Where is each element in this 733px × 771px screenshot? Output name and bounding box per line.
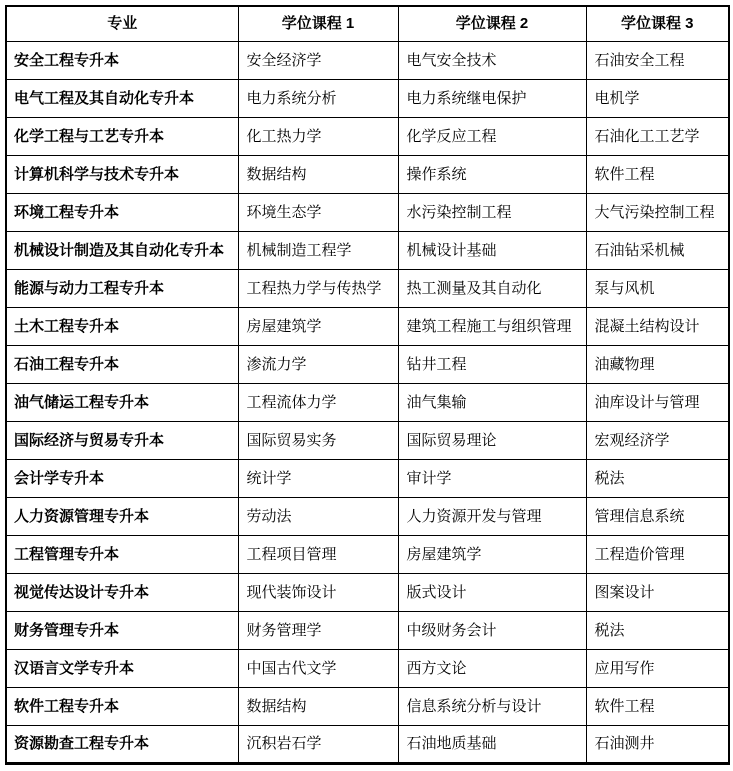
major-cell: 机械设计制造及其自动化专升本 [6, 231, 238, 269]
course-1-cell: 财务管理学 [238, 611, 398, 649]
header-major: 专业 [6, 6, 238, 41]
course-2-cell: 热工测量及其自动化 [398, 269, 586, 307]
major-cell: 化学工程与工艺专升本 [6, 117, 238, 155]
course-3-cell: 工程造价管理 [586, 535, 729, 573]
course-3-cell: 石油化工工艺学 [586, 117, 729, 155]
course-2-cell: 建筑工程施工与组织管理 [398, 307, 586, 345]
course-1-cell: 国际贸易实务 [238, 421, 398, 459]
major-cell: 安全工程专升本 [6, 41, 238, 79]
major-cell: 国际经济与贸易专升本 [6, 421, 238, 459]
course-3-cell: 应用写作 [586, 649, 729, 687]
course-1-cell: 渗流力学 [238, 345, 398, 383]
major-cell: 能源与动力工程专升本 [6, 269, 238, 307]
table-row [6, 345, 729, 383]
table-row [6, 573, 729, 611]
table-row [6, 117, 729, 155]
course-3-cell: 泵与风机 [586, 269, 729, 307]
course-1-cell: 统计学 [238, 459, 398, 497]
table-row [6, 383, 729, 421]
course-2-cell: 电力系统继电保护 [398, 79, 586, 117]
course-2-cell: 信息系统分析与设计 [398, 687, 586, 725]
course-3-cell: 石油测井 [586, 725, 729, 763]
course-1-cell: 环境生态学 [238, 193, 398, 231]
table-row [6, 421, 729, 459]
course-3-cell: 管理信息系统 [586, 497, 729, 535]
course-2-cell: 油气集输 [398, 383, 586, 421]
major-cell: 财务管理专升本 [6, 611, 238, 649]
course-1-cell: 房屋建筑学 [238, 307, 398, 345]
course-1-cell: 沉积岩石学 [238, 725, 398, 763]
major-cell: 环境工程专升本 [6, 193, 238, 231]
major-cell: 电气工程及其自动化专升本 [6, 79, 238, 117]
course-3-cell: 油库设计与管理 [586, 383, 729, 421]
major-cell: 软件工程专升本 [6, 687, 238, 725]
course-1-cell: 现代装饰设计 [238, 573, 398, 611]
major-cell: 工程管理专升本 [6, 535, 238, 573]
major-cell: 石油工程专升本 [6, 345, 238, 383]
course-2-cell: 审计学 [398, 459, 586, 497]
degree-course-table [5, 5, 730, 765]
table-row [6, 649, 729, 687]
table-row [6, 725, 729, 763]
header-row [6, 6, 729, 41]
course-2-cell: 人力资源开发与管理 [398, 497, 586, 535]
course-1-cell: 工程流体力学 [238, 383, 398, 421]
course-3-cell: 石油安全工程 [586, 41, 729, 79]
course-2-cell: 钻井工程 [398, 345, 586, 383]
course-2-cell: 国际贸易理论 [398, 421, 586, 459]
table-row [6, 535, 729, 573]
course-3-cell: 石油钻采机械 [586, 231, 729, 269]
table-row [6, 459, 729, 497]
course-2-cell: 中级财务会计 [398, 611, 586, 649]
course-1-cell: 中国古代文学 [238, 649, 398, 687]
table-row [6, 269, 729, 307]
table-row [6, 155, 729, 193]
course-1-cell: 安全经济学 [238, 41, 398, 79]
course-1-cell: 电力系统分析 [238, 79, 398, 117]
course-2-cell: 水污染控制工程 [398, 193, 586, 231]
course-3-cell: 图案设计 [586, 573, 729, 611]
table-row [6, 231, 729, 269]
header-course-3: 学位课程 3 [586, 6, 729, 41]
header-course-2: 学位课程 2 [398, 6, 586, 41]
course-2-cell: 机械设计基础 [398, 231, 586, 269]
major-cell: 油气储运工程专升本 [6, 383, 238, 421]
course-3-cell: 混凝土结构设计 [586, 307, 729, 345]
course-2-cell: 石油地质基础 [398, 725, 586, 763]
major-cell: 人力资源管理专升本 [6, 497, 238, 535]
table-header [6, 6, 729, 41]
course-3-cell: 电机学 [586, 79, 729, 117]
course-1-cell: 数据结构 [238, 155, 398, 193]
course-3-cell: 税法 [586, 459, 729, 497]
course-3-cell: 软件工程 [586, 155, 729, 193]
table-body [6, 41, 729, 763]
table-row [6, 79, 729, 117]
table-row [6, 307, 729, 345]
course-1-cell: 工程热力学与传热学 [238, 269, 398, 307]
course-3-cell: 税法 [586, 611, 729, 649]
major-cell: 土木工程专升本 [6, 307, 238, 345]
major-cell: 汉语言文学专升本 [6, 649, 238, 687]
course-3-cell: 软件工程 [586, 687, 729, 725]
table-row [6, 497, 729, 535]
course-3-cell: 大气污染控制工程 [586, 193, 729, 231]
major-cell: 资源勘查工程专升本 [6, 725, 238, 763]
course-2-cell: 电气安全技术 [398, 41, 586, 79]
major-cell: 会计学专升本 [6, 459, 238, 497]
header-course-1: 学位课程 1 [238, 6, 398, 41]
course-1-cell: 化工热力学 [238, 117, 398, 155]
course-1-cell: 劳动法 [238, 497, 398, 535]
course-3-cell: 油藏物理 [586, 345, 729, 383]
course-3-cell: 宏观经济学 [586, 421, 729, 459]
course-2-cell: 版式设计 [398, 573, 586, 611]
course-2-cell: 操作系统 [398, 155, 586, 193]
table-row [6, 687, 729, 725]
course-1-cell: 数据结构 [238, 687, 398, 725]
table-row [6, 193, 729, 231]
table-row [6, 611, 729, 649]
course-2-cell: 房屋建筑学 [398, 535, 586, 573]
course-2-cell: 西方文论 [398, 649, 586, 687]
course-2-cell: 化学反应工程 [398, 117, 586, 155]
major-cell: 计算机科学与技术专升本 [6, 155, 238, 193]
course-1-cell: 机械制造工程学 [238, 231, 398, 269]
table-row [6, 41, 729, 79]
course-1-cell: 工程项目管理 [238, 535, 398, 573]
major-cell: 视觉传达设计专升本 [6, 573, 238, 611]
